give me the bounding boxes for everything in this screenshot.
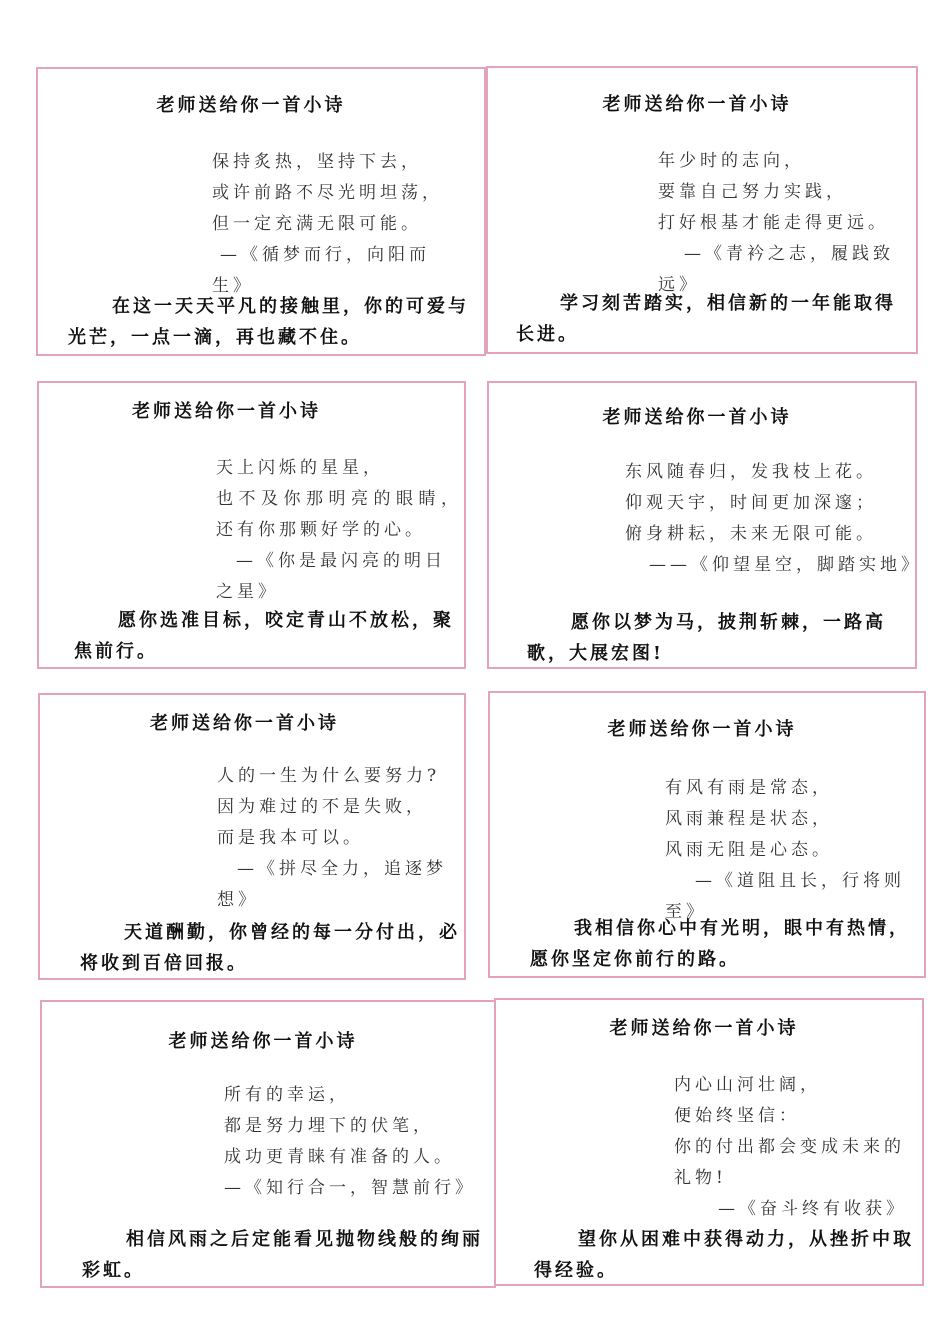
poem-card-7 (40, 1000, 496, 1288)
poem (658, 146, 918, 301)
poem-line: 年少时的志向， (658, 151, 805, 171)
teacher-message: 愿你选准目标，咬定青山不放松，聚焦前行。 (74, 610, 454, 662)
poem-line: 东风随春归，发我枝上花。 (625, 462, 877, 482)
poem (625, 457, 922, 581)
poem (674, 1070, 922, 1225)
card-title: 老师送给你一首小诗 (602, 407, 792, 428)
card-title: 老师送给你一首小诗 (150, 713, 339, 734)
poem-line: 内心山河壮阔， (674, 1075, 821, 1095)
poem-line: 风雨兼程是状态， (665, 809, 833, 829)
poem-line: 而是我本可以。 (217, 828, 364, 848)
poem-attribution: —《奋斗终有收获》 (718, 1199, 907, 1219)
teacher-message: 愿你以梦为马，披荆斩棘，一路高歌，大展宏图! (527, 612, 886, 664)
poem-card-2 (486, 66, 918, 354)
poem-line: 成功更青睐有准备的人。 (224, 1147, 455, 1167)
poem-line: 仰观天宇，时间更加深邃； (625, 493, 877, 513)
poem-attribution: —《循梦而行，向阳而生》 (212, 245, 430, 296)
teacher-message: 我相信你心中有光明，眼中有热情，愿你坚定你前行的路。 (530, 918, 910, 970)
poem-line: 保持炙热，坚持下去， (212, 152, 422, 172)
poem-card-1 (36, 67, 486, 356)
poem-line: 要靠自己努力实践， (658, 182, 847, 202)
poem-line: 所有的幸运， (224, 1085, 350, 1105)
poem-attribution: —《知行合一，智慧前行》 (224, 1178, 476, 1198)
poem-card-6 (488, 691, 926, 978)
poem-line: 人的一生为什么要努力? (217, 766, 441, 786)
poem-line: 便始终坚信： (674, 1106, 800, 1126)
card-title: 老师送给你一首小诗 (168, 1031, 358, 1052)
teacher-message: 天道酬勤，你曾经的每一分付出，必将收到百倍回报。 (80, 922, 460, 974)
poem-attribution: —《你是最闪亮的明日之星》 (216, 551, 446, 602)
poem (224, 1080, 489, 1204)
poem-card-5 (38, 693, 466, 980)
card-title: 老师送给你一首小诗 (602, 94, 792, 115)
poem (665, 773, 927, 928)
poem-line: 都是努力埋下的伏笔， (224, 1116, 434, 1136)
card-title: 老师送给你一首小诗 (132, 401, 321, 422)
poem-line: 你的付出都会变成未来的礼物! (674, 1137, 905, 1188)
poem-attribution: —《拼尽全力，追逐梦想》 (217, 859, 447, 910)
poem-card-4 (487, 381, 922, 669)
poem-line: 或许前路不尽光明坦荡， (212, 183, 443, 203)
poem-line: 有风有雨是常态， (665, 778, 833, 798)
card-title: 老师送给你一首小诗 (609, 1018, 799, 1039)
poem-line: 但一定充满无限可能。 (212, 214, 422, 234)
teacher-message: 学习刻苦踏实，相信新的一年能取得长进。 (516, 293, 896, 345)
card-title: 老师送给你一首小诗 (156, 95, 346, 116)
poem-card-8 (494, 998, 924, 1286)
poem-line: 也不及你那明亮的眼睛，还有你那颗好学的心。 (216, 489, 462, 540)
poem-attribution: ——《仰望星空，脚踏实地》 (649, 555, 922, 575)
poem-line: 天上闪烁的星星， (216, 458, 384, 478)
poem (212, 147, 462, 302)
poem-line: 打好根基才能走得更远。 (658, 213, 889, 233)
teacher-message: 在这一天天平凡的接触里，你的可爱与光芒，一点一滴，再也藏不住。 (68, 296, 469, 348)
poem-card-3 (37, 381, 466, 669)
teacher-message: 相信风雨之后定能看见抛物线般的绚丽彩虹。 (82, 1229, 483, 1281)
teacher-message: 望你从困难中获得动力，从挫折中取得经验。 (534, 1229, 914, 1281)
card-title: 老师送给你一首小诗 (607, 719, 797, 740)
poem-attribution: —《青衿之志，履践致远》 (658, 244, 894, 295)
poem-line: 风雨无阻是心态。 (665, 840, 833, 860)
poem (217, 761, 457, 916)
poem (216, 453, 462, 608)
poem-line: 因为难过的不是失败， (217, 797, 427, 817)
poem-line: 俯身耕耘，未来无限可能。 (625, 524, 877, 544)
poem-attribution: —《道阻且长，行将则至》 (665, 871, 905, 922)
